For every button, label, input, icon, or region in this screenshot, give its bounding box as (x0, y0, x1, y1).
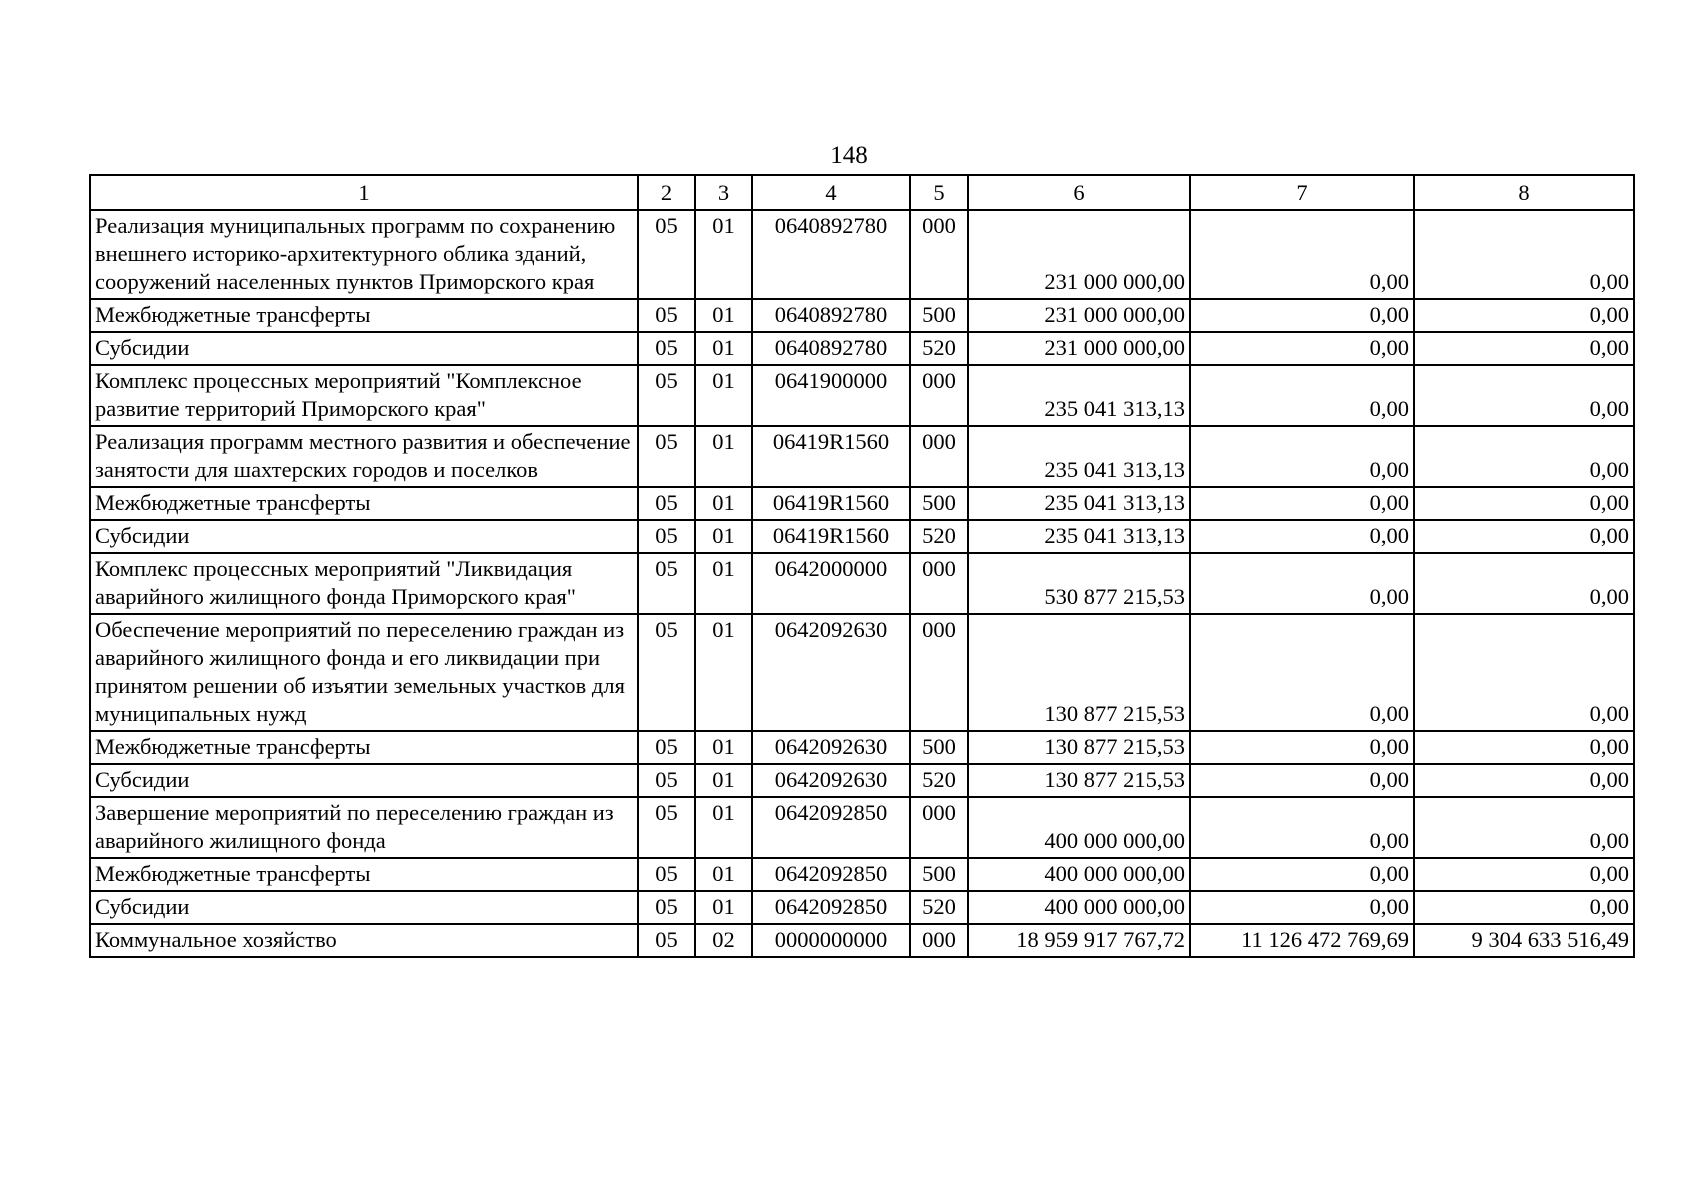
amount-col6: 231 000 000,00 (968, 210, 1190, 299)
amount-col8: 0,00 (1414, 891, 1634, 924)
expense-type-code: 520 (910, 332, 968, 365)
table-row (90, 210, 1634, 299)
subsection-code: 01 (695, 764, 752, 797)
amount-col6: 400 000 000,00 (968, 858, 1190, 891)
expense-type-code: 500 (910, 299, 968, 332)
target-article-code: 0642092850 (752, 891, 910, 924)
section-code: 05 (638, 764, 695, 797)
subsection-code: 01 (695, 891, 752, 924)
table-row (90, 731, 1634, 764)
target-article-code: 0642092850 (752, 797, 910, 858)
amount-col6: 18 959 917 767,72 (968, 924, 1190, 957)
section-code: 05 (638, 210, 695, 299)
column-header: 1 (90, 175, 638, 210)
subsection-code: 01 (695, 553, 752, 614)
row-name: Межбюджетные трансферты (90, 858, 638, 891)
amount-col8: 0,00 (1414, 365, 1634, 426)
row-name: Межбюджетные трансферты (90, 731, 638, 764)
amount-col6: 231 000 000,00 (968, 299, 1190, 332)
target-article-code: 06419R1560 (752, 487, 910, 520)
amount-col6: 130 877 215,53 (968, 764, 1190, 797)
amount-col7: 0,00 (1190, 553, 1414, 614)
amount-col7: 0,00 (1190, 764, 1414, 797)
target-article-code: 0640892780 (752, 332, 910, 365)
column-header: 7 (1190, 175, 1414, 210)
section-code: 05 (638, 858, 695, 891)
amount-col6: 130 877 215,53 (968, 731, 1190, 764)
section-code: 05 (638, 553, 695, 614)
expense-type-code: 000 (910, 614, 968, 731)
target-article-code: 0642092630 (752, 731, 910, 764)
expense-type-code: 000 (910, 426, 968, 487)
amount-col6: 130 877 215,53 (968, 614, 1190, 731)
amount-col6: 235 041 313,13 (968, 365, 1190, 426)
amount-col6: 235 041 313,13 (968, 426, 1190, 487)
section-code: 05 (638, 731, 695, 764)
target-article-code: 0642000000 (752, 553, 910, 614)
target-article-code: 0641900000 (752, 365, 910, 426)
subsection-code: 01 (695, 210, 752, 299)
amount-col7: 0,00 (1190, 210, 1414, 299)
table-row (90, 332, 1634, 365)
target-article-code: 0640892780 (752, 210, 910, 299)
table-row (90, 520, 1634, 553)
amount-col8: 0,00 (1414, 764, 1634, 797)
amount-col7: 0,00 (1190, 426, 1414, 487)
column-header: 3 (695, 175, 752, 210)
amount-col8: 0,00 (1414, 731, 1634, 764)
table-row (90, 553, 1634, 614)
section-code: 05 (638, 365, 695, 426)
row-name: Реализация муниципальных программ по сохранению внешнего историко-архитектурного облика зданий, сооружений населенных пунктов Приморского края (90, 210, 638, 299)
expense-type-code: 520 (910, 764, 968, 797)
row-name: Межбюджетные трансферты (90, 487, 638, 520)
amount-col7: 0,00 (1190, 731, 1414, 764)
section-code: 05 (638, 487, 695, 520)
amount-col6: 235 041 313,13 (968, 520, 1190, 553)
amount-col7: 0,00 (1190, 299, 1414, 332)
amount-col8: 0,00 (1414, 520, 1634, 553)
table-row (90, 426, 1634, 487)
target-article-code: 0640892780 (752, 299, 910, 332)
table-body (90, 175, 1634, 957)
row-name: Коммунальное хозяйство (90, 924, 638, 957)
amount-col7: 0,00 (1190, 614, 1414, 731)
amount-col8: 0,00 (1414, 858, 1634, 891)
subsection-code: 01 (695, 365, 752, 426)
amount-col7: 0,00 (1190, 487, 1414, 520)
amount-col8: 0,00 (1414, 299, 1634, 332)
amount-col6: 400 000 000,00 (968, 797, 1190, 858)
amount-col8: 9 304 633 516,49 (1414, 924, 1634, 957)
expense-type-code: 000 (910, 365, 968, 426)
target-article-code: 06419R1560 (752, 520, 910, 553)
amount-col8: 0,00 (1414, 797, 1634, 858)
column-header: 2 (638, 175, 695, 210)
amount-col8: 0,00 (1414, 210, 1634, 299)
expense-type-code: 520 (910, 520, 968, 553)
amount-col7: 0,00 (1190, 365, 1414, 426)
amount-col6: 231 000 000,00 (968, 332, 1190, 365)
target-article-code: 0642092630 (752, 764, 910, 797)
budget-table (89, 174, 1635, 958)
amount-col8: 0,00 (1414, 426, 1634, 487)
table-row (90, 764, 1634, 797)
section-code: 05 (638, 299, 695, 332)
amount-col8: 0,00 (1414, 332, 1634, 365)
table-row (90, 797, 1634, 858)
amount-col8: 0,00 (1414, 614, 1634, 731)
column-header: 8 (1414, 175, 1634, 210)
section-code: 05 (638, 426, 695, 487)
expense-type-code: 000 (910, 797, 968, 858)
amount-col7: 0,00 (1190, 858, 1414, 891)
amount-col8: 0,00 (1414, 487, 1634, 520)
table-row (90, 924, 1634, 957)
target-article-code: 0000000000 (752, 924, 910, 957)
amount-col7: 0,00 (1190, 332, 1414, 365)
subsection-code: 01 (695, 614, 752, 731)
column-header: 6 (968, 175, 1190, 210)
row-name: Субсидии (90, 520, 638, 553)
target-article-code: 06419R1560 (752, 426, 910, 487)
subsection-code: 01 (695, 332, 752, 365)
target-article-code: 0642092630 (752, 614, 910, 731)
expense-type-code: 500 (910, 487, 968, 520)
expense-type-code: 500 (910, 731, 968, 764)
expense-type-code: 000 (910, 924, 968, 957)
column-header: 4 (752, 175, 910, 210)
expense-type-code: 500 (910, 858, 968, 891)
subsection-code: 01 (695, 426, 752, 487)
row-name: Комплекс процессных мероприятий "Комплексное развитие территорий Приморского края" (90, 365, 638, 426)
amount-col7: 11 126 472 769,69 (1190, 924, 1414, 957)
section-code: 05 (638, 924, 695, 957)
table-row (90, 858, 1634, 891)
expense-type-code: 000 (910, 553, 968, 614)
subsection-code: 01 (695, 299, 752, 332)
subsection-code: 01 (695, 797, 752, 858)
subsection-code: 01 (695, 487, 752, 520)
column-header: 5 (910, 175, 968, 210)
expense-type-code: 000 (910, 210, 968, 299)
table-row (90, 365, 1634, 426)
page-number: 148 (830, 142, 868, 169)
section-code: 05 (638, 614, 695, 731)
section-code: 05 (638, 332, 695, 365)
subsection-code: 02 (695, 924, 752, 957)
section-code: 05 (638, 797, 695, 858)
amount-col7: 0,00 (1190, 891, 1414, 924)
amount-col7: 0,00 (1190, 520, 1414, 553)
row-name: Субсидии (90, 891, 638, 924)
table-row (90, 299, 1634, 332)
row-name: Субсидии (90, 332, 638, 365)
amount-col6: 235 041 313,13 (968, 487, 1190, 520)
table-row (90, 487, 1634, 520)
amount-col8: 0,00 (1414, 553, 1634, 614)
subsection-code: 01 (695, 520, 752, 553)
row-name: Обеспечение мероприятий по переселению граждан из аварийного жилищного фонда и его ликвидации при принятом решении об изъятии земельных участков для муниципальных нужд (90, 614, 638, 731)
row-name: Субсидии (90, 764, 638, 797)
amount-col6: 400 000 000,00 (968, 891, 1190, 924)
row-name: Межбюджетные трансферты (90, 299, 638, 332)
row-name: Завершение мероприятий по переселению граждан из аварийного жилищного фонда (90, 797, 638, 858)
row-name: Реализация программ местного развития и обеспечение занятости для шахтерских городов и поселков (90, 426, 638, 487)
amount-col6: 530 877 215,53 (968, 553, 1190, 614)
row-name: Комплекс процессных мероприятий "Ликвидация аварийного жилищного фонда Приморского края" (90, 553, 638, 614)
table-row (90, 891, 1634, 924)
amount-col7: 0,00 (1190, 797, 1414, 858)
subsection-code: 01 (695, 858, 752, 891)
expense-type-code: 520 (910, 891, 968, 924)
section-code: 05 (638, 891, 695, 924)
table-row (90, 614, 1634, 731)
column-number-row (90, 175, 1634, 210)
target-article-code: 0642092850 (752, 858, 910, 891)
subsection-code: 01 (695, 731, 752, 764)
section-code: 05 (638, 520, 695, 553)
